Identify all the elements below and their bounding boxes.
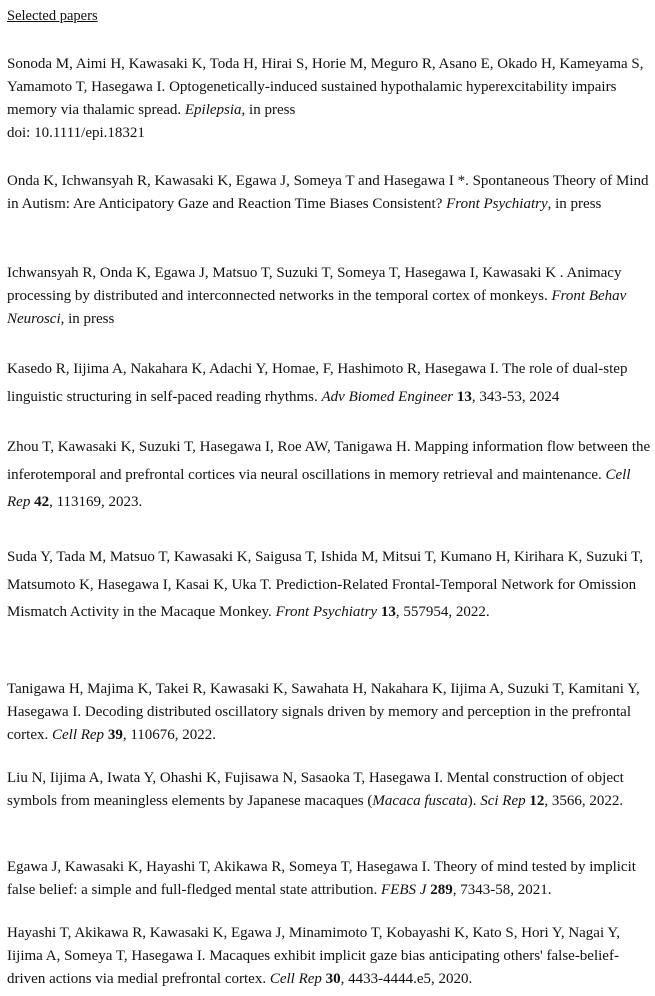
reference-item <box>7 262 652 331</box>
reference-volume: 39 <box>107 726 123 743</box>
reference-details: , in press <box>547 196 602 212</box>
reference-title: Optogenetically‐induced sustained hypothalamic hyperexcitability impairs memory via thalamic spread. <box>7 79 617 118</box>
reference-authors: Onda K, Ichwansyah R, Kawasaki K, Egawa J, Someya T and Hasegawa I *. <box>7 173 469 189</box>
reference-authors: Sonoda M, Aimi H, Kawasaki K, Toda H, Hirai S, Horie M, Meguro R, Asano E, Okado H, Kameyama S, Yamamoto T, Hasegawa I. <box>7 56 644 95</box>
reference-doi: doi: 10.1111/epi.18321 <box>7 125 145 141</box>
reference-volume: 30 <box>325 970 341 987</box>
reference-details: , 113169, 2023. <box>49 494 143 510</box>
reference-title: Spontaneous Theory of Mind in Autism: Are Anticipatory Gaze and Reaction Time Biases Consistent? <box>7 173 649 212</box>
reference-title: Decoding distributed oscillatory signals driven by memory and perception in the prefrontal cortex. <box>7 703 631 743</box>
reference-item <box>7 53 652 145</box>
reference-authors: Hayashi T, Akikawa R, Kawasaki K, Egawa J, Minamimoto T, Kobayashi K, Kato S, Hori Y, Nagai Y, Iijima A, Someya T, Hasegawa I. <box>7 925 620 964</box>
reference-volume: 13 <box>380 604 396 620</box>
reference-journal: Front Behav Neurosci <box>7 288 627 327</box>
reference-title: Mental construction of object symbols from meaningless elements by Japanese macaques ( <box>7 770 624 809</box>
reference-journal: Cell Rep <box>7 466 631 510</box>
reference-item <box>7 544 652 627</box>
reference-title: Theory of mind tested by implicit false belief: a simple and full-fledged mental state attribution. <box>7 859 636 898</box>
reference-item <box>7 856 652 902</box>
reference-title: Animacy processing by distributed and interconnected networks in the temporal cortex of monkeys. <box>7 265 622 304</box>
reference-item <box>7 434 652 517</box>
reference-details: , 7343-58, 2021. <box>452 881 552 898</box>
reference-item <box>7 767 652 813</box>
reference-authors: Zhou T, Kawasaki K, Suzuki T, Hasegawa I, Roe AW, Tanigawa H. <box>7 439 411 455</box>
reference-title: Prediction-Related Frontal-Temporal Network for Omission Mismatch Activity in the Macaque Monkey. <box>7 576 637 620</box>
reference-item <box>7 170 652 216</box>
reference-journal: Front Psychiatry <box>446 196 548 212</box>
reference-details: , 557954, 2022. <box>395 604 490 620</box>
reference-item <box>7 356 652 411</box>
reference-journal: FEBS J <box>381 881 427 898</box>
reference-details: , 110676, 2022. <box>122 726 217 743</box>
reference-volume: 12 <box>529 792 545 809</box>
reference-item <box>7 922 652 990</box>
reference-authors: Tanigawa H, Majima K, Takei R, Kawasaki K, Sawahata H, Nakahara K, Iijima A, Suzuki T, Kamitani Y, Hasegawa I. <box>7 681 640 720</box>
reference-volume: 13 <box>456 388 472 405</box>
reference-authors: Kasedo R, Iijima A, Nakahara K, Adachi Y, Homae, F, Hashimoto R, Hasegawa I. <box>7 361 499 377</box>
reference-details: , 343-53, 2024 <box>471 388 560 405</box>
reference-details: , in press <box>60 311 115 327</box>
reference-details: , 4433‐4444.e5, 2020. <box>340 970 473 987</box>
reference-journal: Epilepsia <box>184 102 242 118</box>
reference-journal: Cell Rep <box>51 726 105 743</box>
reference-title: The role of dual-step linguistic structuring in self-paced reading rhythms. <box>7 361 628 405</box>
reference-title: Macaques exhibit implicit gaze bias anticipating others' false-belief-driven actions via medial prefrontal cortex. <box>7 947 619 987</box>
section-heading: Selected papers <box>7 8 98 24</box>
reference-authors: Suda Y, Tada M, Matsuo T, Kawasaki K, Saigusa T, Ishida M, Mitsui T, Kumano H, Kirihara K, Suzuki T, Matsumoto K, Hasegawa I, Kasai K, Uka T. <box>7 549 643 593</box>
reference-journal: Sci Rep <box>480 792 526 809</box>
reference-authors: Ichwansyah R, Onda K, Egawa J, Matsuo T, Suzuki T, Someya T, Hasegawa I, Kawasaki K . <box>7 265 564 281</box>
reference-journal: Adv Biomed Engineer <box>321 388 454 405</box>
reference-authors: Liu N, Iijima A, Iwata Y, Ohashi K, Fujisawa N, Sasaoka T, Hasegawa I. <box>7 770 444 786</box>
reference-volume: 289 <box>430 881 453 898</box>
reference-title-end: ). <box>467 792 477 809</box>
reference-volume: 42 <box>34 494 50 510</box>
reference-title: Mapping information flow between the inferotemporal and prefrontal cortices via neural oscillations in memory retrieval and maintenance. <box>7 439 651 483</box>
reference-authors: Egawa J, Kawasaki K, Hayashi T, Akikawa R, Someya T, Hasegawa I. <box>7 859 431 875</box>
reference-details: , 3566, 2022. <box>544 792 624 809</box>
reference-item <box>7 678 652 746</box>
reference-details: , in press <box>241 102 296 118</box>
reference-journal: Front Psychiatry <box>275 604 378 620</box>
reference-journal: Cell Rep <box>269 970 322 987</box>
reference-species: Macaca fuscata <box>372 792 468 809</box>
